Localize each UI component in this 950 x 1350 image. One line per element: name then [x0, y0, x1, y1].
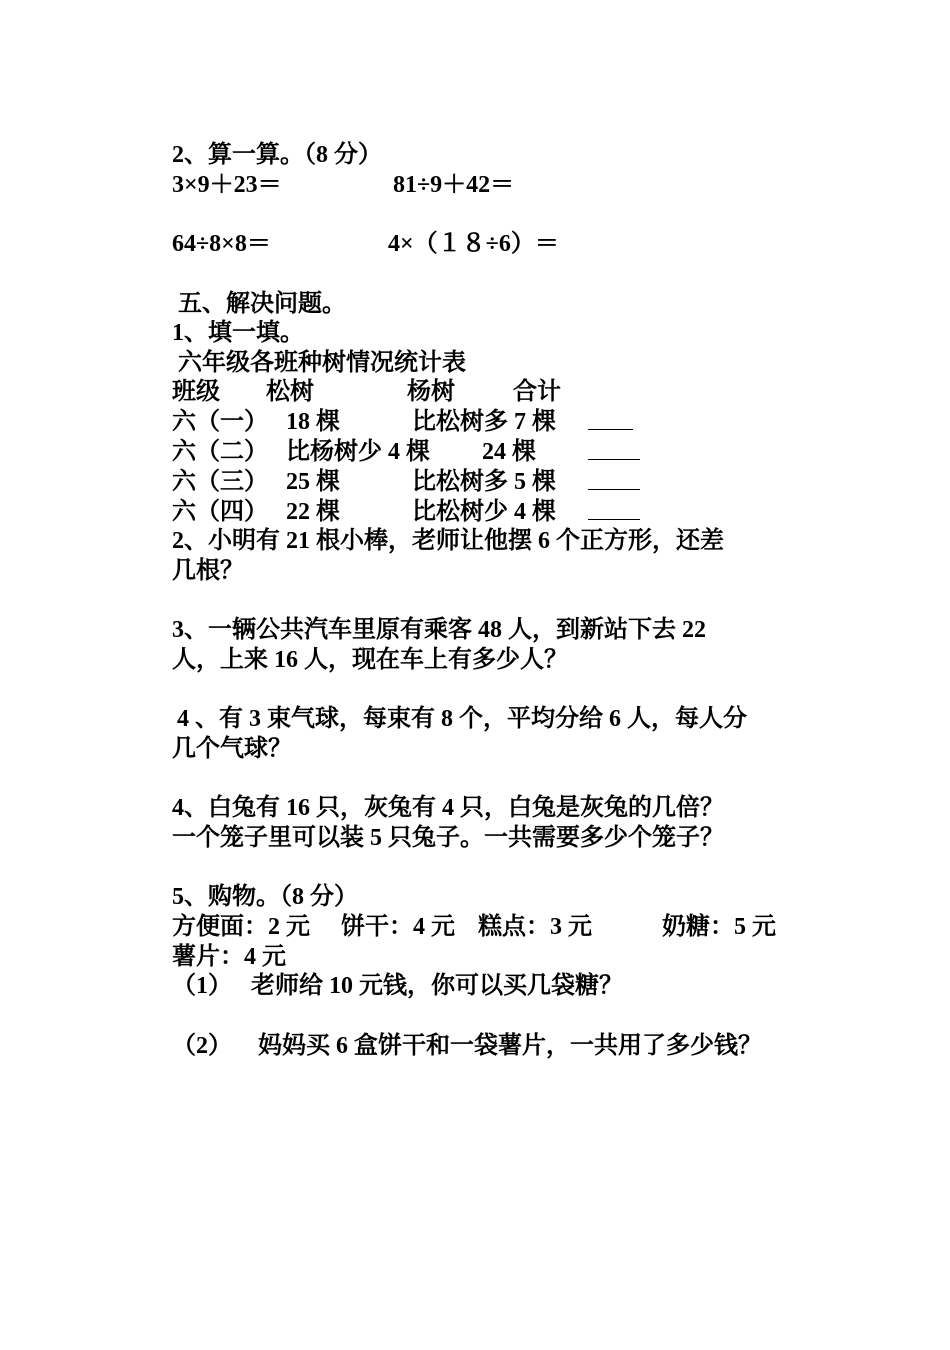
- calc-expression-2: 81÷9＋42＝: [393, 172, 515, 198]
- answer-blank[interactable]: [588, 497, 640, 520]
- q4a-line-2: 几个气球？: [172, 736, 292, 762]
- problems-heading: 五、解决问题。: [178, 291, 346, 317]
- row-1-total[interactable]: [588, 407, 633, 438]
- q5-sub1-number: （1）: [172, 973, 232, 999]
- row-3-poplar: 比松树多 5 棵: [412, 469, 556, 495]
- q3-line-2: 人，上来 16 人，现在车上有多少人？: [172, 647, 568, 673]
- calc-expression-1: 3×9＋23＝: [172, 172, 282, 198]
- answer-blank[interactable]: [588, 467, 640, 490]
- q1-heading: 1、填一填。: [172, 320, 304, 346]
- price-instant-noodles: 方便面：2 元: [172, 914, 310, 940]
- row-2-pine: 比杨树少 4 棵: [286, 439, 430, 465]
- row-3-pine: 25 棵: [286, 469, 340, 495]
- q5-sub2-number: （2）: [172, 1033, 232, 1059]
- row-3-total[interactable]: [588, 467, 640, 498]
- calc-expression-4: 4×（１８÷6）＝: [388, 231, 559, 257]
- row-1-poplar: 比松树多 7 棵: [412, 409, 556, 435]
- q4b-line-1: 4、白兔有 16 只，灰兔有 4 只，白兔是灰兔的几倍？: [172, 795, 724, 821]
- row-2-total[interactable]: [588, 437, 640, 468]
- q4a-line-1: 4 、有 3 束气球，每束有 8 个，平均分给 6 人，每人分: [177, 706, 747, 732]
- q5-sub2-text: 妈妈买 6 盒饼干和一袋薯片，一共用了多少钱？: [258, 1033, 762, 1059]
- table-title: 六年级各班种树情况统计表: [178, 350, 466, 376]
- row-4-total[interactable]: [588, 497, 640, 528]
- row-4-poplar: 比松树少 4 棵: [412, 499, 556, 525]
- calc-heading: 2、算一算。（8 分）: [172, 142, 382, 168]
- calc-expression-3: 64÷8×8＝: [172, 231, 271, 257]
- q3-line-1: 3、一辆公共汽车里原有乘客 48 人，到新站下去 22: [172, 617, 706, 643]
- row-1-class: 六（一）: [172, 409, 268, 435]
- price-milk-candy: 奶糖：5 元: [662, 914, 776, 940]
- row-4-class: 六（四）: [172, 499, 268, 525]
- price-biscuits: 饼干：4 元: [341, 914, 455, 940]
- col-header-poplar: 杨树: [407, 379, 455, 405]
- q2-line-1: 2、小明有 21 根小棒，老师让他摆 6 个正方形，还差: [172, 528, 724, 554]
- row-4-pine: 22 棵: [286, 499, 340, 525]
- row-2-poplar: 24 棵: [482, 439, 536, 465]
- answer-blank[interactable]: [588, 407, 633, 430]
- q5-heading: 5、购物。（8 分）: [172, 884, 358, 910]
- price-chips: 薯片：4 元: [172, 944, 286, 970]
- price-pastry: 糕点：3 元: [478, 914, 592, 940]
- q5-sub1-text: 老师给 10 元钱，你可以买几袋糖？: [251, 973, 623, 999]
- row-3-class: 六（三）: [172, 469, 268, 495]
- answer-blank[interactable]: [588, 437, 640, 460]
- row-2-class: 六（二）: [172, 439, 268, 465]
- col-header-class: 班级: [172, 379, 220, 405]
- q2-line-2: 几根？: [172, 558, 244, 584]
- col-header-total: 合计: [513, 379, 561, 405]
- q4b-line-2: 一个笼子里可以装 5 只兔子。一共需要多少个笼子？: [172, 825, 724, 851]
- row-1-pine: 18 棵: [286, 409, 340, 435]
- col-header-pine: 松树: [266, 379, 314, 405]
